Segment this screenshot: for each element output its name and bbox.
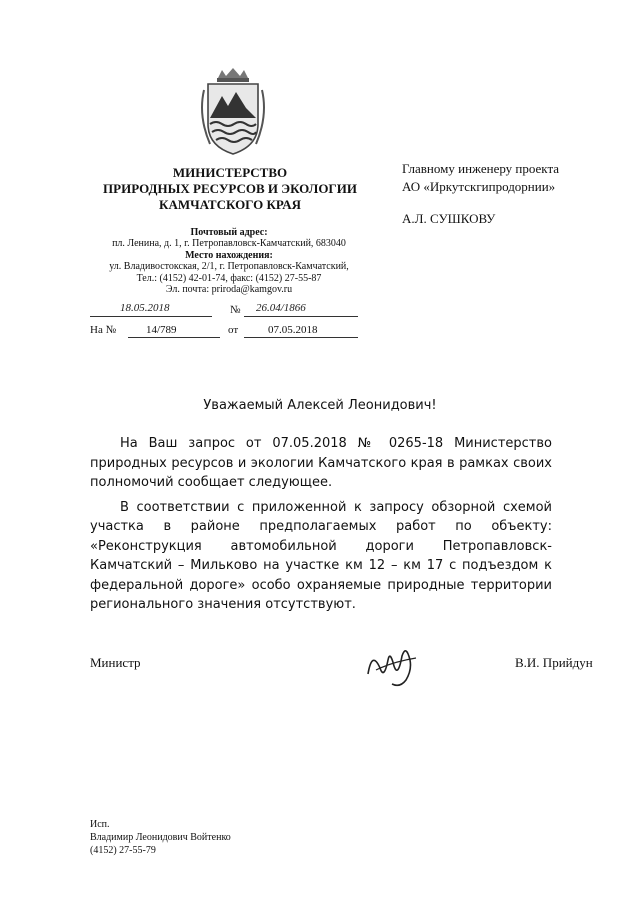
executor-phone: (4152) 27-55-79 <box>90 845 156 856</box>
ministry-name <box>80 165 380 213</box>
phones: Тел.: (4152) 42-01-74, факс: (4152) 27-55-87 <box>136 272 322 284</box>
signatory-position: Министр <box>90 655 141 670</box>
ref-number: 14/789 <box>146 324 177 336</box>
emblem-icon <box>196 66 270 158</box>
handwritten-signature-icon <box>362 640 422 690</box>
ref-from: от <box>228 324 239 336</box>
reg-date-line <box>90 316 212 317</box>
addressee-block <box>402 160 559 228</box>
ministry-line-3: КАМЧАТСКОГО КРАЯ <box>159 197 301 212</box>
signatory-name: В.И. Прийдун <box>515 655 593 670</box>
ref-label: На № <box>90 324 117 336</box>
ref-date-line <box>244 337 358 338</box>
reg-number-handwritten: 26.04/1866 <box>256 302 306 314</box>
reg-number-sign: № <box>230 304 241 316</box>
addressee-line-1: Главному инженеру проекта <box>402 161 560 176</box>
letter-body <box>90 434 552 620</box>
reg-number-line <box>244 316 358 317</box>
executor-name: Владимир Леонидович Войтенко <box>90 832 231 843</box>
executor-label: Исп. <box>90 819 110 830</box>
postal-address: пл. Ленина, д. 1, г. Петропавловск-Камчатский, 683040 <box>112 238 346 250</box>
greeting: Уважаемый Алексей Леонидович! <box>203 398 437 413</box>
reg-date-handwritten: 18.05.2018 <box>120 302 170 314</box>
executor-block <box>90 818 231 857</box>
body-paragraph-1: На Ваш запрос от 07.05.2018 № 0265-18 Министерство природных ресурсов и экологии Камчатского края в рамках своих полномочий сообщает следующее. <box>90 436 552 490</box>
addressee-name: А.Л. СУШКОВУ <box>402 211 496 226</box>
email: Эл. почта: priroda@kamgov.ru <box>165 284 293 296</box>
location-label: Место нахождения: <box>185 249 273 261</box>
addressee-line-2: АО «Иркутскгипродорнии» <box>402 179 556 194</box>
body-paragraph-2: В соответствии с приложенной к запросу обзорной схемой участка в районе предполагаемых работ по объекту: «Реконструкция автомобильной дороги Петропавловск-Камчатский – Мильково на участке км 12 – км 17 с подъездом к федеральной дороге» особо охраняемые природные территории регионального значения отсутствуют. <box>90 499 552 612</box>
ministry-line-2: ПРИРОДНЫХ РЕСУРСОВ И ЭКОЛОГИИ <box>103 181 357 196</box>
ref-number-line <box>128 337 220 338</box>
ref-date: 07.05.2018 <box>268 324 318 336</box>
postal-label: Почтовый адрес: <box>190 227 268 238</box>
ministry-line-1: МИНИСТЕРСТВО <box>172 165 288 180</box>
location-address: ул. Владивостокская, 2/1, г. Петропавловск-Камчатский, <box>109 261 349 273</box>
ministry-contacts <box>84 227 374 295</box>
